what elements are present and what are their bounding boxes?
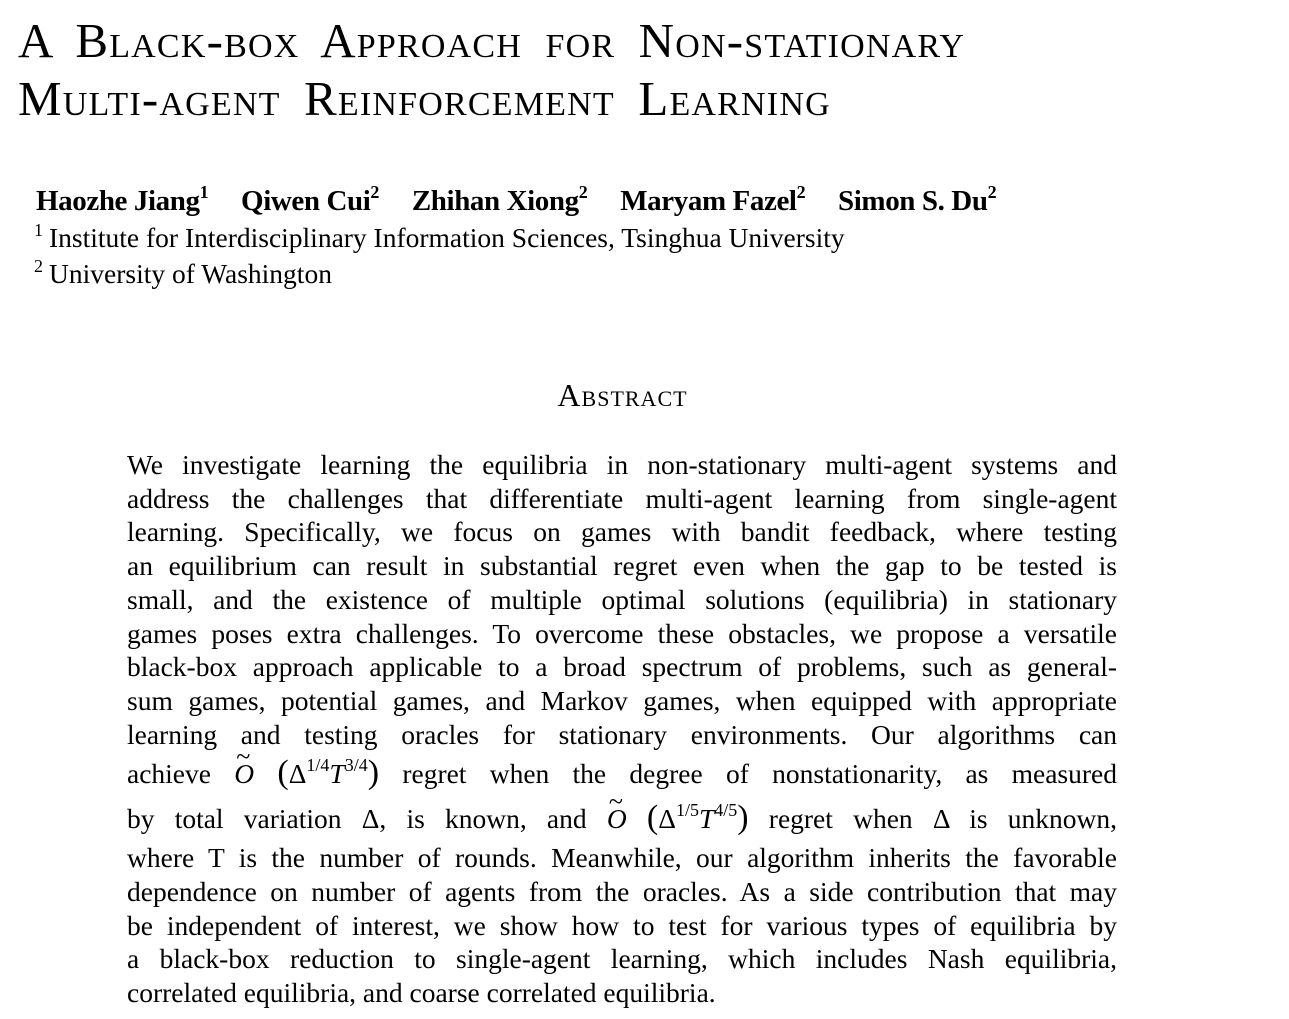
author-5: Simon S. Du$^2$ xyxy=(838,182,997,217)
abstract-line: be independent of interest, we show how to test for various types of equilibria by xyxy=(127,909,1117,941)
author-5-affil-mark: 2 xyxy=(987,182,997,202)
big-o-tilde: ~ O xyxy=(234,752,254,796)
author-4: Maryam Fazel$^2$ xyxy=(620,182,806,217)
big-o-tilde: ~ O xyxy=(607,797,627,841)
abstract-line: games poses extra challenges. To overcome these obstacles, we propose a versatile xyxy=(127,617,1117,649)
abstract-line: a black-box reduction to single-agent learning, which includes Nash equilibria, xyxy=(127,943,1117,975)
abstract-body xyxy=(127,448,1117,1010)
abstract-line: correlated equilibria, and coarse correlated equilibria. xyxy=(127,977,716,1009)
abstract-math-line-2: by total variation Δ, is known, and ~ O $(\Delta^{1/5}T^{4/5})$ regret when Δ is unknown, xyxy=(127,796,1117,841)
abstract-math-line-1: achieve ~ O $(\Delta^{1/4}T^{3/4})$ regret when the degree of nonstationarity, as measured xyxy=(127,751,1117,796)
affiliation-1 xyxy=(34,221,845,255)
author-3: Zhihan Xiong$^2$ xyxy=(411,182,588,217)
author-1-affil-mark: 1 xyxy=(199,182,209,202)
title-line-2: Multi-agent Reinforcement Learning xyxy=(18,71,831,126)
abstract-line: small, and the existence of multiple optimal solutions (equilibria) in stationary xyxy=(127,583,1117,615)
abstract-line: where T is the number of rounds. Meanwhile, our algorithm inherits the favorable xyxy=(127,842,1117,874)
abstract-line: learning. Specifically, we focus on games with bandit feedback, where testing xyxy=(127,516,1117,548)
author-2: Qiwen Cui$^2$ xyxy=(241,182,379,217)
abstract-line: address the challenges that differentiate multi-agent learning from single-agent xyxy=(127,482,1117,514)
affiliation-2-number: 2 xyxy=(34,256,43,276)
abstract-line: an equilibrium can result in substantial regret even when the gap to be tested is xyxy=(127,550,1117,582)
affiliation-1-number: 1 xyxy=(34,220,43,240)
abstract-line: dependence on number of agents from the oracles. As a side contribution that may xyxy=(127,876,1117,908)
abstract-line: black-box approach applicable to a broad spectrum of problems, such as general- xyxy=(127,651,1117,683)
affiliation-2 xyxy=(34,257,332,291)
author-3-affil-mark: 2 xyxy=(578,182,588,202)
title-line-1: A Black-box Approach for Non-stationary xyxy=(18,13,966,68)
abstract-line: sum games, potential games, and Markov games, when equipped with appropriate xyxy=(127,684,1117,716)
author-1: Haozhe Jiang$^1$ xyxy=(36,182,209,217)
affiliation-2-text: University of Washington xyxy=(49,258,332,289)
abstract-line: learning and testing oracles for stationary environments. Our algorithms can xyxy=(127,718,1117,750)
paper-title xyxy=(18,12,1278,128)
abstract-line: We investigate learning the equilibria in non-stationary multi-agent systems and xyxy=(127,449,1117,480)
affiliation-1-text: Institute for Interdisciplinary Information Sciences, Tsinghua University xyxy=(49,222,845,253)
author-4-affil-mark: 2 xyxy=(796,182,806,202)
author-list xyxy=(36,183,1022,219)
abstract-heading: Abstract xyxy=(557,377,688,413)
author-2-affil-mark: 2 xyxy=(370,182,379,202)
